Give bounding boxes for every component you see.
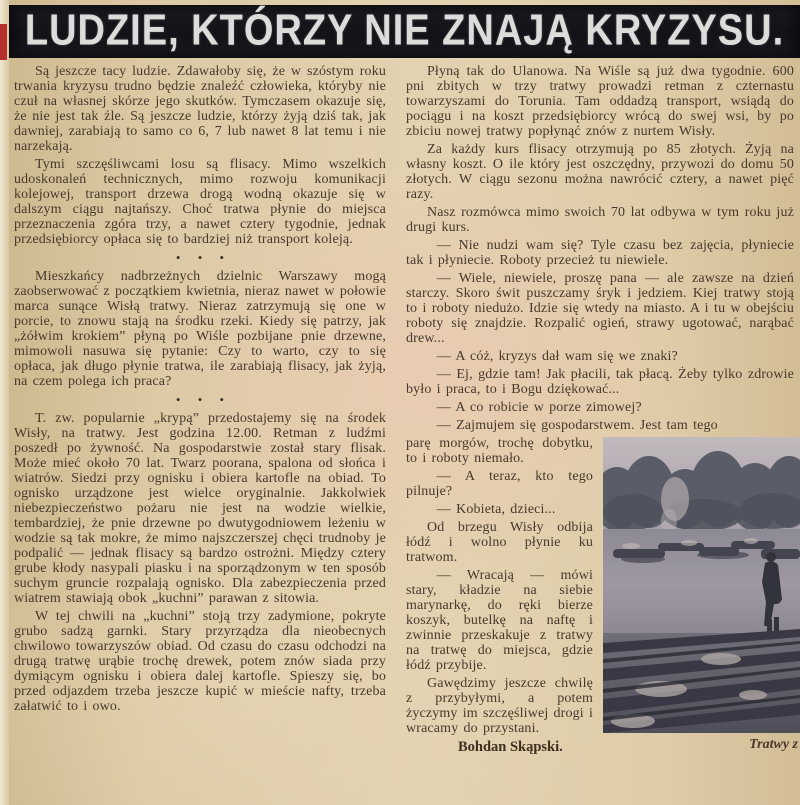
article-headline: LUDZIE, KTÓRZY NIE ZNAJĄ KRYZYSU. xyxy=(24,6,785,55)
article-paragraph: — Ej, gdzie tam! Jak płacili, tak płacą. Żeby tylko zdrowie było i praca, to i Bogu dziękować... xyxy=(406,367,794,397)
section-separator: • • • xyxy=(175,250,225,265)
article-paragraph: Tymi szczęśliwcami losu są flisacy. Mimo wszelkich udoskonaleń technicznych, mimo rozwoju komunikacji kolejowej, transport drzewa drogą wodną okazuje się w dalszym ciągu najtańszy. Choć tratwa płynie do miejsca przeznaczenia zgóra trzy, a nawet cztery tygodnie, jednak przedsiębiorcy opłaca się to bardziej niż transport koleją. xyxy=(14,157,386,247)
author-signature: Bohdan Skąpski. xyxy=(457,739,563,755)
article-paragraph: Od brzegu Wisły odbija łódź i wolno płynie ku tratwom. xyxy=(406,520,593,565)
left-column xyxy=(14,64,386,755)
article-paragraph: — Kobieta, dzieci... xyxy=(436,502,556,517)
article-paragraph: Za każdy kurs flisacy otrzymują po 85 złotych. Żyją na własny koszt. O ile który jest oszczędny, przywozi do domu 50 złotych. W ciągu sezonu można nawrócić cztery, a nawet pięć razy. xyxy=(406,142,794,202)
section-separator: • • • xyxy=(175,392,225,407)
right-column xyxy=(406,64,798,755)
red-edge-mark xyxy=(0,24,7,60)
paper-left-edge xyxy=(0,0,9,805)
article-paragraph: W tej chwili na „kuchni” stoją trzy zadymione, pokryte grubo sadzą garnki. Stary przyrządza dla nieobecnych chwilowo towarzyszów obiad. Od czasu do czasu odchodzi na drugą tratwę urąbie trochę drewek, potem znów siada przy dymiącym ognisku i obiera dalej kartofle. Spieszy się, bo przed odjazdem trzeba jeszcze kupić w mieście nafty, trzeba załatwić to i owo. xyxy=(14,609,386,714)
article-paragraph: — Zajmujem się gospodarstwem. Jest tam tego xyxy=(436,418,718,433)
article-paragraph: — Wracają — mówi stary, kładzie na siebie marynarkę, do ręki bierze koszyk, butelkę na naftę i zwinnie przeskakuje z tratwy na tratwę do miejsca, gdzie łódź przybije. xyxy=(406,568,593,673)
article-paragraph: Są jeszcze tacy ludzie. Zdawałoby się, że w szóstym roku trwania kryzysu trudno będzie znaleźć człowieka, któryby nie czuł na własnej skórze jego skutków. Tymczasem okazuje się, że nie jest tak źle. Są jeszcze ludzie, którzy żyją dziś tak, jak dawniej, zarabiają to samo co 6, 7 lub nawet 8 lat temu i nie narzekają. xyxy=(14,64,386,154)
article-paragraph: T. zw. popularnie „krypą” przedostajemy się na środek Wisły, na tratwy. Jest godzina 12.00. Retman z ludźmi poszedł po żywność. Na gospodarstwie został stary flisak. Może mieć około 70 lat. Twarz poorana, spalona od słońca i wiatrów. Siedzi przy ognisku i obiera kartofle na obiad. To ognisko urządzone jest wielce oryginalnie. Jakkolwiek niebezpieczeństwo pożaru nie jest na wodzie wielkie, tembardziej, że pnie drzewne po dwutygodniowem leżeniu w wodzie są tak mokre, że mimo najszczerszej chęci trudnoby je podpalić — jednak flisacy są bardzo ostrożni. Między cztery grube kłody nasypali piasku i na sporządzonym w ten sposób suchym gruncie rozpalają ognisko. Dla zabezpieczenia przed wiatrem stawiają obok „kuchni” parawan z sitowia. xyxy=(14,411,386,606)
headline-bar xyxy=(9,5,800,58)
article-paragraph: — Nie nudzi wam się? Tyle czasu bez zajęcia, płyniecie tak i płyniecie. Roboty przecież tu niewiele. xyxy=(406,238,794,268)
article-paragraph: Nasz rozmówca mimo swoich 70 lat odbywa w tym roku już drugi kurs. xyxy=(406,205,794,235)
article-paragraph: — A teraz, kto tego pilnuje? xyxy=(406,469,593,499)
rafts-on-vistula-photo xyxy=(603,437,800,733)
article-paragraph: — A cóż, kryzys dał wam się we znaki? xyxy=(436,349,678,364)
article-paragraph: — Wiele, niewiele, proszę pana — ale zawsze na dzień starczy. Skoro świt puszczamy śryk i jedziem. Kiej tratwy stoją to i roboty niedużo. Idzie się wtedy na miasto. A i tu w obejściu roboty się znajdzie. Rozpalić ogień, strawy ugotować, narąbać drew... xyxy=(406,271,794,346)
article-paragraph: Gawędzimy jeszcze chwilę z przybyłymi, a potem życzymy im szczęśliwej drogi i wracamy do przystani. xyxy=(406,676,593,736)
article-paragraph: Płyną tak do Ulanowa. Na Wiśle są już dwa tygodnie. 600 pni zbitych w trzy tratwy prowadzi retman z czternastu towarzyszami do Torunia. Tam oddadzą transport, wsiądą do pociągu i na koszt przedsiębiorcy wrócą do swej wsi, by po zbiciu nowej tratwy popłynąć znów z nurtem Wisły. xyxy=(406,64,794,139)
article-paragraph: parę morgów, trochę dobytku, to i roboty niemało. xyxy=(406,436,593,466)
article-paragraph: — A co robicie w porze zimowej? xyxy=(436,400,642,415)
photo-block xyxy=(603,437,800,754)
photo-caption: Tratwy z xyxy=(749,737,798,752)
article-body xyxy=(14,64,798,755)
article-paragraph: Mieszkańcy nadbrzeżnych dzielnic Warszawy mogą zaobserwować z początkiem kwietnia, nieraz nawet w połowie marca sunące Wisłą tratwy. Nieraz zatrzymują się one w porcie, to znowu stają na środku rzeki. Kiedy się patrzy, jak „żółwim krokiem” płyną po Wiśle pozbijane pnie drzewne, mimowoli nasuwa się pytanie: Czy to warto, czy to się opłaca, jak długo płynie tratwa, ile zarabiają flisacy, jak żyją, na czem polega ich praca? xyxy=(14,269,386,389)
